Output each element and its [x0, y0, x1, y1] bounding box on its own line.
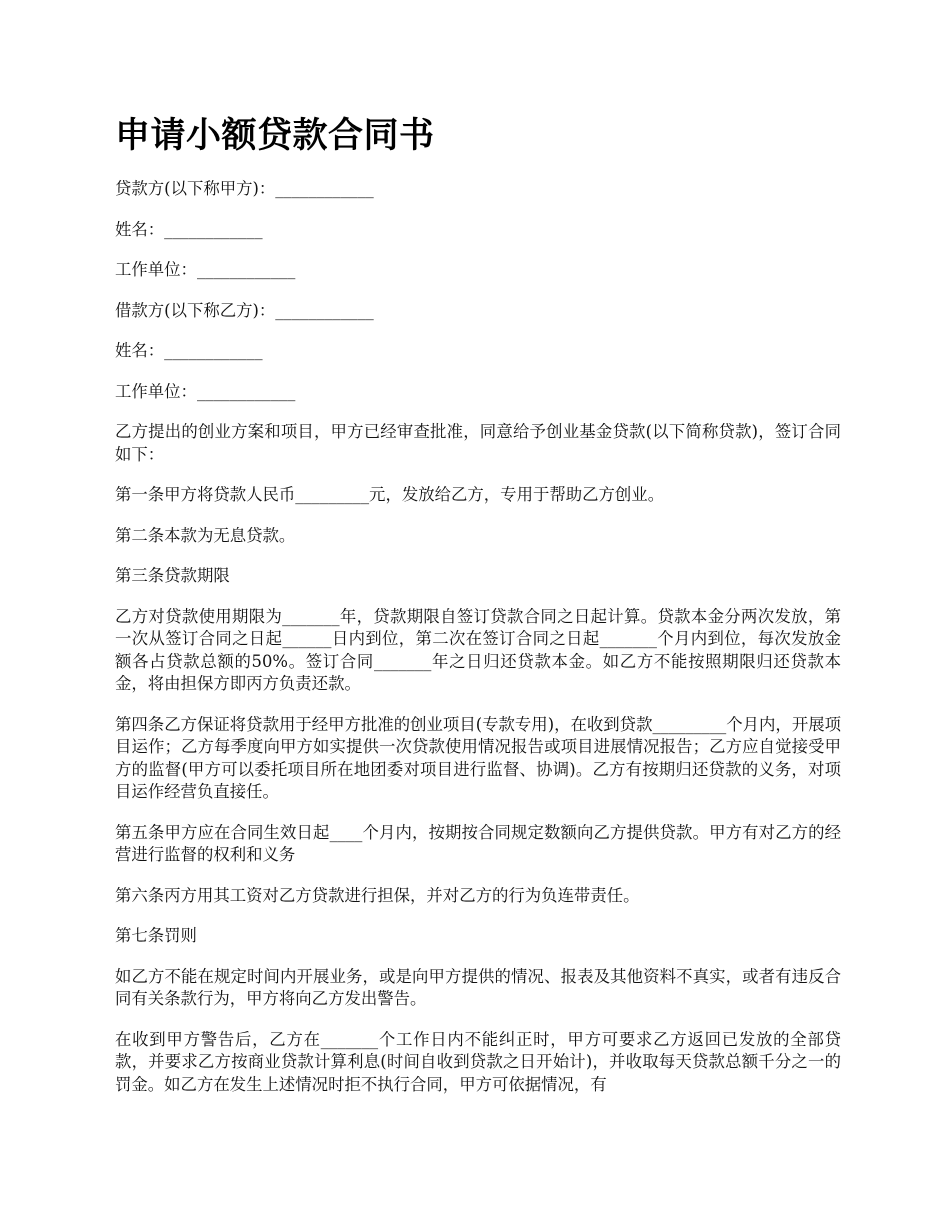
preamble-paragraph: 乙方提出的创业方案和项目，甲方已经审查批准，同意给予创业基金贷款(以下简称贷款)，签订合同如下：: [115, 422, 841, 464]
document-title: 申请小额贷款合同书: [115, 116, 435, 156]
article-2-paragraph: 第二条本款为无息贷款。: [115, 525, 296, 545]
lender-field: 贷款方(以下称甲方)：____________: [115, 179, 374, 198]
article-3-body-paragraph: 乙方对贷款使用期限为_______年，贷款期限自签订贷款合同之日起计算。贷款本金分两次发放，第一次从签订合同之日起______日内到位，第二次在签订合同之日起_______个月内到位，每次发放金额各占贷款总额的50%。签订合同_______年之日归还贷款本金。如乙方不能按照期限归还贷款本金，将由担保方即丙方负责还款。: [115, 606, 841, 693]
article-1-paragraph: 第一条甲方将贷款人民币_________元，发放给乙方，专用于帮助乙方创业。: [115, 485, 665, 504]
article-7-heading: 第七条罚则: [115, 926, 197, 945]
borrower-employer-field: 工作单位：____________: [115, 381, 296, 401]
article-3-heading: 第三条贷款期限: [115, 566, 230, 585]
borrower-name-field: 姓名：____________: [115, 341, 263, 360]
lender-name-field: 姓名：____________: [115, 219, 263, 239]
article-6-paragraph: 第六条丙方用其工资对乙方贷款进行担保，并对乙方的行为负连带责任。: [115, 885, 640, 905]
document-page: [115, 112, 841, 1114]
penalty-remedy-paragraph: 在收到甲方警告后，乙方在_______个工作日内不能纠正时，甲方可要求乙方返回已发放的全部贷款，并要求乙方按商业贷款计算利息(时间自收到贷款之日开始计)，并收取每天贷款总额千分之一的罚金。如乙方在发生上述情况时拒不执行合同，甲方可依据情况，有: [115, 1029, 841, 1094]
article-4-paragraph: 第四条乙方保证将贷款用于经甲方批准的创业项目(专款专用)，在收到贷款_________个月内，开展项目运作；乙方每季度向甲方如实提供一次贷款使用情况报告或项目进展情况报告；乙方应自觉接受甲方的监督(甲方可以委托项目所在地团委对项目进行监督、协调)。乙方有按期归还贷款的义务，对项目运作经营负直接任。: [115, 714, 841, 801]
article-5-paragraph: 第五条甲方应在合同生效日起____个月内，按期按合同规定数额向乙方提供贷款。甲方有对乙方的经营进行监督的权利和义务: [115, 822, 841, 864]
lender-employer-field: 工作单位：____________: [115, 260, 296, 279]
penalty-warning-paragraph: 如乙方不能在规定时间内开展业务，或是向甲方提供的情况、报表及其他资料不真实，或者有违反合同有关条款行为，甲方将向乙方发出警告。: [115, 966, 841, 1008]
borrower-field: 借款方(以下称乙方)：____________: [115, 300, 374, 320]
